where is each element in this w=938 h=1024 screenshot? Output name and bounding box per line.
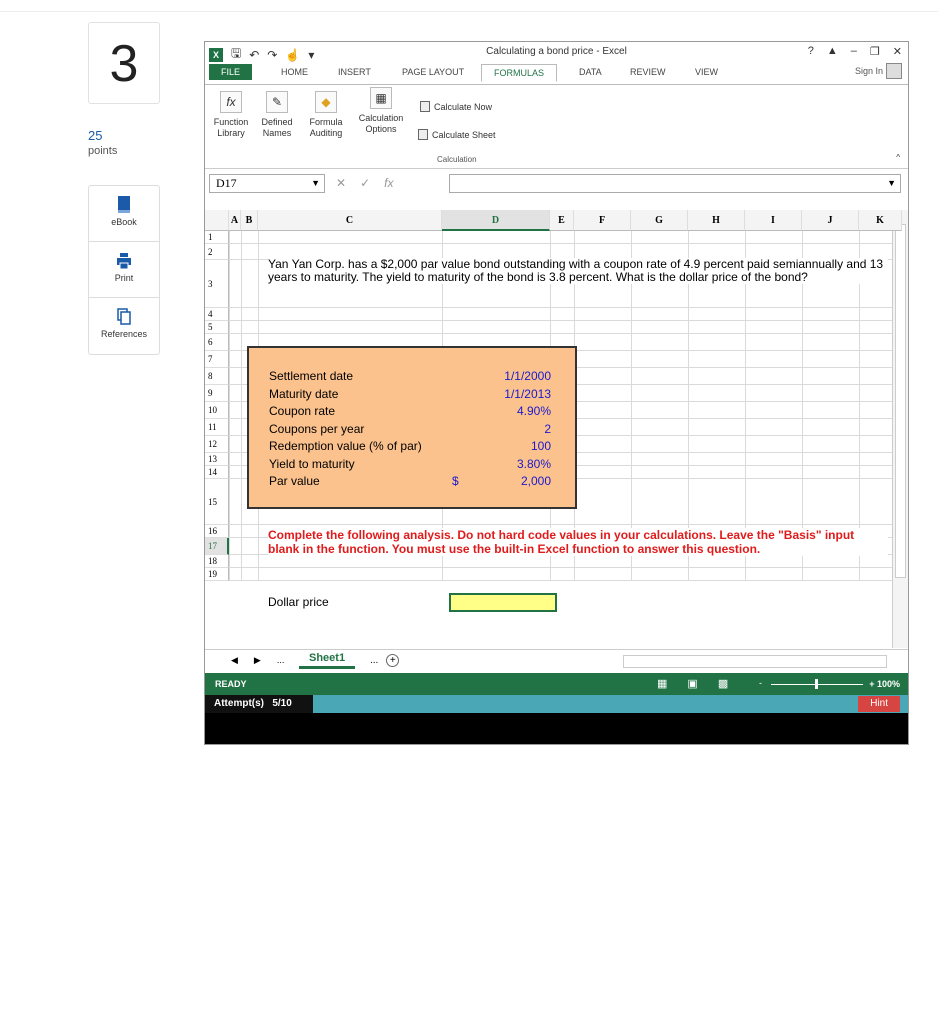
row-header-8[interactable]: 8 — [205, 368, 229, 385]
currency-symbol: $ — [452, 474, 459, 488]
ebook-label: eBook — [111, 217, 137, 227]
input-value[interactable]: 100 — [530, 439, 551, 453]
zoom-level[interactable]: + 100% — [869, 679, 900, 689]
row-header-2[interactable]: 2 — [205, 244, 229, 260]
calculate-now-button[interactable] — [420, 101, 492, 112]
tab-insert[interactable]: INSERT — [338, 67, 371, 77]
formula-bar — [205, 169, 908, 197]
zoom-slider-handle[interactable] — [815, 679, 818, 689]
function-library-label: Function Library — [213, 117, 249, 138]
input-label[interactable]: Coupons per year — [269, 421, 365, 436]
name-box-value: D17 — [216, 176, 237, 190]
horizontal-scrollbar[interactable] — [623, 655, 887, 668]
chevron-down-icon[interactable]: ▼ — [311, 178, 320, 188]
avatar — [886, 63, 902, 79]
cancel-icon[interactable]: ✕ — [336, 176, 347, 190]
row-header-5[interactable]: 5 — [205, 321, 229, 334]
gridline-h — [229, 524, 892, 525]
vertical-scrollbar[interactable] — [892, 210, 908, 648]
status-ready: READY — [215, 679, 247, 689]
printer-icon — [89, 252, 159, 270]
attempts-count: 5/10 — [272, 698, 292, 709]
column-header-g[interactable]: G — [631, 210, 688, 231]
bottom-black-bar — [205, 713, 908, 744]
input-label[interactable]: Par value — [269, 474, 320, 488]
row-header-16[interactable]: 16 — [205, 525, 229, 538]
status-bar — [205, 673, 908, 695]
references-label: References — [100, 329, 148, 339]
tab-page-layout[interactable]: PAGE LAYOUT — [402, 67, 465, 77]
row-header-15[interactable]: 15 — [205, 479, 229, 525]
title-bar — [205, 42, 908, 62]
calculator-icon: ▦ — [370, 87, 392, 109]
auditing-icon: ◆ — [315, 91, 337, 113]
input-value[interactable]: 4.90% — [516, 404, 551, 418]
row-header-4[interactable]: 4 — [205, 308, 229, 321]
sheet-calc-icon — [418, 129, 428, 140]
window-controls — [808, 45, 902, 58]
tab-view[interactable]: VIEW — [695, 67, 719, 77]
save-icon[interactable]: 🖫 — [231, 46, 242, 60]
restore-icon[interactable]: ❐ — [869, 46, 880, 58]
zoom-value: 100% — [876, 679, 900, 689]
cell-d17-dollar-price[interactable] — [449, 593, 557, 612]
column-header-k[interactable]: K — [859, 210, 902, 231]
defined-names-label: Defined Names — [261, 117, 293, 138]
chevron-down-icon[interactable]: ▼ — [887, 178, 896, 188]
references-button[interactable] — [89, 298, 159, 354]
collapse-ribbon-icon[interactable]: ^ — [896, 153, 900, 162]
close-icon[interactable]: ✕ — [892, 46, 902, 58]
select-all-corner[interactable] — [205, 210, 229, 231]
calculation-options-label: Calculation Options — [358, 113, 404, 134]
row-header-18[interactable]: 18 — [205, 555, 229, 568]
book-icon — [89, 196, 159, 214]
group-calculation-label: Calculation — [437, 155, 477, 164]
tab-review[interactable]: REVIEW — [630, 67, 666, 77]
calculate-now-label: Calculate Now — [434, 101, 493, 112]
excel-logo-icon: X — [209, 48, 223, 62]
column-header-c[interactable]: C — [258, 210, 442, 231]
copy-icon — [89, 308, 159, 326]
excel-window — [204, 41, 909, 745]
undo-icon[interactable]: ↶ — [249, 47, 260, 62]
tab-formulas[interactable]: FORMULAS — [481, 64, 557, 82]
tab-home[interactable]: HOME — [281, 67, 308, 77]
help-icon[interactable]: ? — [807, 45, 814, 57]
sheet-next-icon[interactable]: ▶ — [253, 655, 261, 665]
tag-icon: ✎ — [266, 91, 288, 113]
hint-button[interactable]: Hint — [858, 696, 900, 712]
row-header-10[interactable]: 10 — [205, 402, 229, 419]
row-header-14[interactable]: 14 — [205, 466, 229, 479]
formula-input[interactable] — [449, 174, 901, 193]
points-value: 25 — [88, 128, 103, 143]
input-label[interactable]: Coupon rate — [269, 404, 336, 418]
page-break-view-icon[interactable]: ▩ — [717, 678, 729, 690]
column-header-j[interactable]: J — [802, 210, 859, 231]
scroll-thumb[interactable] — [895, 224, 906, 578]
insert-function-label: fx — [384, 176, 394, 190]
cell-c3-question[interactable]: Yan Yan Corp. has a $2,000 par value bond outstanding with a coupon rate of 4.9 percent paid semiannually and 13 years to maturity. The yield to maturity of the bond is 3.8 percent. What is the dollar price of the bond? — [268, 258, 888, 284]
row-header-17[interactable]: 17 — [205, 538, 229, 555]
input-label[interactable]: Redemption value (% of par) — [269, 439, 422, 453]
column-header-i[interactable]: I — [745, 210, 802, 231]
sheet-nav — [231, 655, 284, 666]
row-header-7[interactable]: 7 — [205, 351, 229, 368]
view-buttons — [657, 677, 728, 690]
gridline-h — [229, 333, 892, 334]
tab-file[interactable]: FILE — [209, 64, 252, 80]
input-label[interactable]: Yield to maturity — [269, 456, 355, 471]
tools-panel — [88, 185, 160, 355]
gridline-v — [229, 231, 230, 581]
row-header-13[interactable]: 13 — [205, 453, 229, 466]
ebook-button[interactable] — [89, 186, 159, 242]
cell-c15-instructions[interactable]: Complete the following analysis. Do not hard code values in your calculations. Leave the "Basis" input blank in the function. You must use the built-in Excel function to answer this question. — [268, 528, 888, 556]
touch-mode-icon[interactable]: ☝ — [285, 47, 301, 62]
column-header-e[interactable]: E — [550, 210, 574, 231]
calculate-sheet-label: Calculate Sheet — [432, 129, 496, 140]
formula-bar-icons — [336, 176, 393, 190]
enter-icon[interactable]: ✓ — [360, 176, 371, 190]
column-header-h[interactable]: H — [688, 210, 745, 231]
points-label: points — [88, 145, 118, 157]
column-header-d[interactable]: D — [442, 210, 550, 231]
window-title: Calculating a bond price - Excel — [486, 46, 627, 57]
sheet-prev-icon[interactable]: ◀ — [231, 655, 238, 665]
input-value[interactable]: 2,000 — [520, 474, 551, 488]
calculate-sheet-button[interactable] — [418, 129, 496, 140]
formula-auditing-label: Formula Auditing — [309, 117, 343, 138]
name-box[interactable] — [209, 174, 325, 193]
calculation-options-button[interactable] — [350, 87, 412, 135]
sign-in[interactable] — [855, 63, 902, 79]
formula-auditing-button[interactable] — [302, 91, 350, 139]
sheet-tabs-bar — [205, 649, 908, 673]
sheet-more-right[interactable]: ... — [370, 655, 379, 666]
input-value[interactable]: 3.80% — [516, 456, 551, 471]
fx-icon: fx — [220, 91, 242, 113]
input-label[interactable]: Maturity date — [269, 386, 339, 401]
attempts-label — [205, 695, 313, 713]
input-value[interactable]: 2 — [544, 421, 551, 436]
row-header-6[interactable]: 6 — [205, 334, 229, 351]
defined-names-button[interactable] — [255, 91, 299, 139]
question-number: 3 — [88, 22, 160, 104]
minimize-icon[interactable]: – — [850, 45, 857, 57]
page-top-border — [0, 0, 938, 12]
input-label[interactable]: Settlement date — [269, 369, 354, 383]
attempts-bar — [205, 695, 908, 713]
redo-icon[interactable]: ↷ — [267, 47, 278, 62]
row-header-11[interactable]: 11 — [205, 419, 229, 436]
page-layout-view-icon[interactable]: ▣ — [687, 678, 698, 690]
row-header-12[interactable]: 12 — [205, 436, 229, 453]
print-button[interactable] — [89, 242, 159, 298]
add-sheet-icon[interactable]: + — [386, 654, 399, 667]
gridline-h — [229, 307, 892, 308]
row-header-1[interactable]: 1 — [205, 231, 229, 244]
tab-data[interactable]: DATA — [579, 67, 602, 77]
input-value[interactable]: 1/1/2000 — [504, 369, 551, 383]
input-value[interactable]: 1/1/2013 — [504, 386, 551, 401]
sheet-more-left[interactable]: ... — [276, 655, 285, 665]
column-header-a[interactable]: A — [229, 210, 241, 231]
gridline-h — [229, 567, 892, 568]
gridline-h — [229, 243, 892, 244]
column-header-f[interactable]: F — [574, 210, 631, 231]
cell-c17-dollar-price-label[interactable]: Dollar price — [268, 595, 329, 609]
row-header-3[interactable]: 3 — [205, 260, 229, 308]
function-library-button[interactable] — [207, 91, 255, 139]
gridline-h — [229, 320, 892, 321]
insert-function-icon[interactable] — [384, 176, 393, 190]
sign-in-label: Sign In — [854, 66, 883, 76]
zoom-out-icon[interactable]: - — [759, 678, 762, 688]
tab-sheet1[interactable]: Sheet1 — [299, 650, 355, 669]
gridline-h — [229, 580, 892, 581]
inputs-box — [247, 346, 577, 509]
add-sheet — [370, 654, 399, 667]
attempts-text: Attempt(s) — [214, 698, 264, 709]
column-header-b[interactable]: B — [241, 210, 258, 231]
ribbon-tabs — [205, 62, 908, 84]
gridline-v — [241, 231, 242, 581]
row-header-9[interactable]: 9 — [205, 385, 229, 402]
normal-view-icon[interactable]: ▦ — [657, 678, 668, 690]
row-header-19[interactable]: 19 — [205, 568, 229, 581]
calculator-small-icon — [420, 101, 430, 112]
customize-qat-icon[interactable]: ▾ — [308, 47, 315, 62]
print-label: Print — [114, 273, 134, 283]
ribbon-display-icon[interactable]: ▲ — [826, 45, 838, 57]
ribbon — [205, 84, 908, 169]
